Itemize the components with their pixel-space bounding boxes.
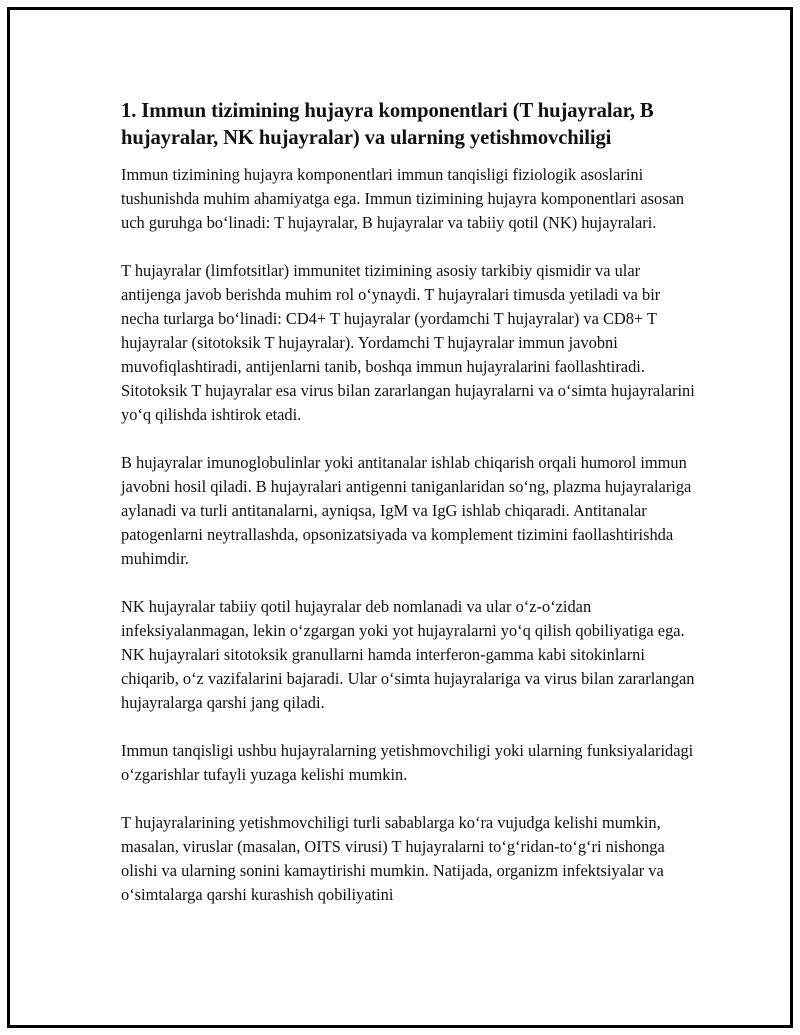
section-heading: 1. Immun tizimining hujayra komponentlari (T hujayralar, B hujayralar, NK hujayralar) va ularning yetishmovchiligi: [121, 100, 654, 149]
paragraph-intro: Immun tizimining hujayra komponentlari immun tanqisligi fiziologik asoslarini tushunishda muhim ahamiyatga ega. Immun tizimining hujayra komponentlari asosan uch guruhga bo‘linadi: T hujayralar, B hujayralar va tabiiy qotil (NK) hujayralari.: [121, 165, 685, 232]
paragraph-t-cell-deficiency: T hujayralarining yetishmovchiligi turli sabablarga ko‘ra vujudga kelishi mumkin, masalan, viruslar (masalan, OITS virusi) T hujayralarni to‘g‘ridan-to‘g‘ri nishonga olishi va ularning sonini kamaytirishi mumkin. Natijada, organizm infektsiyalar va o‘simtalarga qarshi kurashish qobiliyatini: [121, 813, 665, 904]
paragraph-b-cells: B hujayralar imunoglobulinlar yoki antitanalar ishlab chiqarish orqali humorol immun javobni hosil qiladi. B hujayralari antigenni taniganlaridan so‘ng, plazma hujayralariga aylanadi va turli antitanalarni, ayniqsa, IgM va IgG ishlab chiqaradi. Antitanalar patogenlarni neytrallashda, opsonizatsiyada va komplement tizimini faollashtirishda muhimdir.: [121, 453, 692, 568]
paragraph-nk-cells: NK hujayralar tabiiy qotil hujayralar deb nomlanadi va ular o‘z-o‘zidan infeksiyalanmagan, lekin o‘zgargan yoki yot hujayralarni yo‘q qilish qobiliyatiga ega. NK hujayralari sitotoksik granullarni hamda interferon-gamma kabi sitokinlarni chiqarib, o‘z vazifalarini bajaradi. Ular o‘simta hujayralariga va virus bilan zararlangan hujayralarga qarshi jang qiladi.: [121, 597, 695, 712]
page-border: [7, 7, 793, 1028]
document-body: [121, 98, 697, 907]
paragraph-deficiency: Immun tanqisligi ushbu hujayralarning yetishmovchiligi yoki ularning funksiyalaridagi o‘zgarishlar tufayli yuzaga kelishi mumkin.: [121, 741, 694, 784]
paragraph-t-cells: T hujayralar (limfotsitlar) immunitet tizimining asosiy tarkibiy qismidir va ular antijenga javob berishda muhim rol o‘ynaydi. T hujayralari timusda yetiladi va bir necha turlarga bo‘linadi: CD4+ T hujayralar (yordamchi T hujayralar) va CD8+ T hujayralar (sitotoksik T hujayralar). Yordamchi T hujayralar immun javobni muvofiqlashtiradi, antijenlarni tanib, boshqa immun hujayralarini faollashtiradi. Sitotoksik T hujayralar esa virus bilan zararlangan hujayralarni va o‘simta hujayralarini yo‘q qilishda ishtirok etadi.: [121, 261, 695, 424]
